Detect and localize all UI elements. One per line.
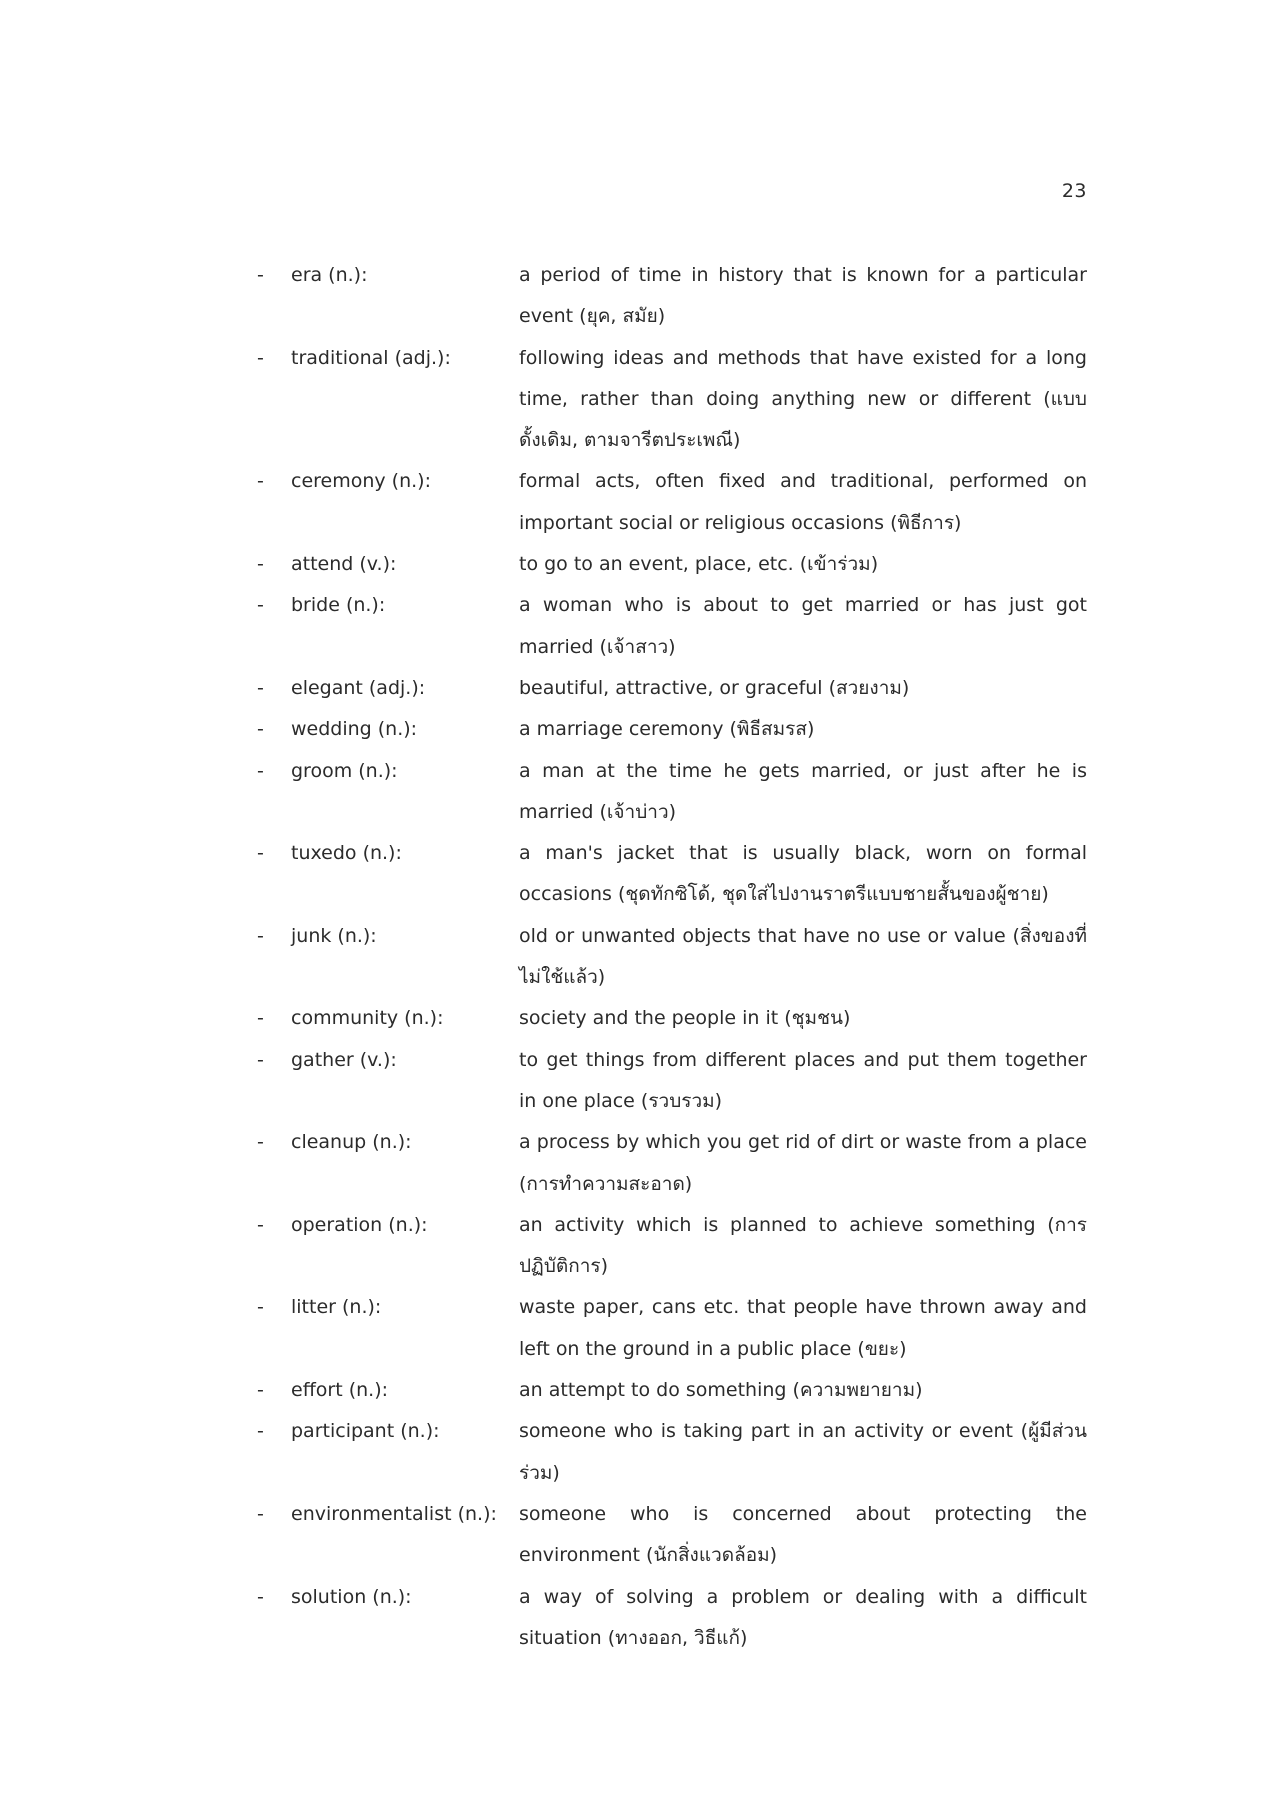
term: gather (v.): bbox=[291, 1048, 397, 1071]
vocabulary-list bbox=[257, 255, 1087, 1659]
definition: a man's jacket that is usually black, worn on formal occasions (ชุดทักซิโด้, ชุดใส่ไปงานราตรีแบบชายสั้นของผู้ชาย) bbox=[519, 842, 1087, 906]
term: environmentalist (n.): bbox=[291, 1502, 497, 1525]
bullet: - bbox=[257, 759, 264, 782]
bullet: - bbox=[257, 718, 264, 741]
term: wedding (n.): bbox=[291, 718, 418, 741]
list-item bbox=[257, 1287, 1087, 1370]
list-item bbox=[257, 338, 1087, 462]
bullet: - bbox=[257, 1048, 264, 1071]
term: era (n.): bbox=[291, 264, 368, 286]
definition: an activity which is planned to achieve something (การปฏิบัติการ) bbox=[519, 1213, 1087, 1278]
list-item bbox=[257, 833, 1087, 916]
definition: beautiful, attractive, or graceful (สวยงาม) bbox=[519, 676, 910, 699]
bullet: - bbox=[257, 1585, 264, 1608]
bullet: - bbox=[257, 1131, 264, 1154]
term: cleanup (n.): bbox=[291, 1131, 412, 1154]
list-item bbox=[257, 1205, 1087, 1288]
term: ceremony (n.): bbox=[291, 470, 431, 493]
term: elegant (adj.): bbox=[291, 676, 426, 699]
bullet: - bbox=[257, 1379, 264, 1402]
definition: a process by which you get rid of dirt or waste from a place (การทำความสะอาด) bbox=[519, 1131, 1087, 1195]
list-item bbox=[257, 1577, 1087, 1660]
list-item bbox=[257, 1411, 1087, 1494]
bullet: - bbox=[257, 1213, 264, 1236]
bullet: - bbox=[257, 264, 264, 286]
definition: a man at the time he gets married, or just after he is married (เจ้าบ่าว) bbox=[519, 759, 1087, 823]
term: bride (n.): bbox=[291, 594, 386, 617]
list-item bbox=[257, 1370, 1087, 1411]
list-item bbox=[257, 585, 1087, 668]
definition: a marriage ceremony (พิธีสมรส) bbox=[519, 718, 815, 741]
definition: a period of time in history that is known for a particular event (ยุค, สมัย) bbox=[519, 264, 1087, 328]
definition: to go to an event, place, etc. (เข้าร่วม) bbox=[519, 553, 879, 576]
bullet: - bbox=[257, 842, 264, 865]
definition: someone who is taking part in an activity or event (ผู้มีส่วนร่วม) bbox=[519, 1420, 1087, 1484]
definition: old or unwanted objects that have no use or value (สิ่งของที่ไม่ใช้แล้ว) bbox=[519, 924, 1087, 989]
term: litter (n.): bbox=[291, 1296, 382, 1319]
bullet: - bbox=[257, 676, 264, 699]
bullet: - bbox=[257, 1502, 264, 1525]
term: attend (v.): bbox=[291, 553, 397, 576]
list-item bbox=[257, 998, 1087, 1039]
list-item bbox=[257, 668, 1087, 709]
definition: an attempt to do something (ความพยายาม) bbox=[519, 1379, 923, 1402]
definition: following ideas and methods that have existed for a long time, rather than doing anything new or different (แบบดั้งเดิม, ตามจารีตประเพณี) bbox=[519, 346, 1087, 452]
bullet: - bbox=[257, 346, 264, 369]
definition: waste paper, cans etc. that people have thrown away and left on the ground in a public place (ขยะ) bbox=[519, 1296, 1087, 1360]
bullet: - bbox=[257, 470, 264, 493]
bullet: - bbox=[257, 1007, 264, 1030]
definition: to get things from different places and put them together in one place (รวบรวม) bbox=[519, 1048, 1087, 1112]
bullet: - bbox=[257, 594, 264, 617]
bullet: - bbox=[257, 553, 264, 576]
term: traditional (adj.): bbox=[291, 346, 451, 369]
bullet: - bbox=[257, 1296, 264, 1319]
list-item bbox=[257, 751, 1087, 834]
term: solution (n.): bbox=[291, 1585, 412, 1608]
definition: society and the people in it (ชุมชน) bbox=[519, 1007, 851, 1030]
term: groom (n.): bbox=[291, 759, 398, 782]
list-item bbox=[257, 709, 1087, 750]
term: participant (n.): bbox=[291, 1420, 440, 1443]
definition: formal acts, often fixed and traditional, performed on important social or religious occasions (พิธีการ) bbox=[519, 470, 1087, 534]
term: effort (n.): bbox=[291, 1379, 389, 1402]
definition: a way of solving a problem or dealing with a difficult situation (ทางออก, วิธีแก้) bbox=[519, 1585, 1087, 1649]
list-item bbox=[257, 916, 1087, 999]
bullet: - bbox=[257, 924, 264, 947]
list-item bbox=[257, 1494, 1087, 1577]
list-item bbox=[257, 461, 1087, 544]
term: operation (n.): bbox=[291, 1213, 428, 1236]
list-item bbox=[257, 1040, 1087, 1123]
term: tuxedo (n.): bbox=[291, 842, 402, 865]
list-item bbox=[257, 1122, 1087, 1205]
term: junk (n.): bbox=[291, 924, 377, 947]
definition: someone who is concerned about protecting the environment (นักสิ่งแวดล้อม) bbox=[519, 1502, 1087, 1567]
definition: a woman who is about to get married or has just got married (เจ้าสาว) bbox=[519, 594, 1087, 658]
list-item bbox=[257, 255, 1087, 338]
list-item bbox=[257, 544, 1087, 585]
term: community (n.): bbox=[291, 1007, 444, 1030]
bullet: - bbox=[257, 1420, 264, 1443]
page-number: 23 bbox=[1061, 180, 1087, 202]
